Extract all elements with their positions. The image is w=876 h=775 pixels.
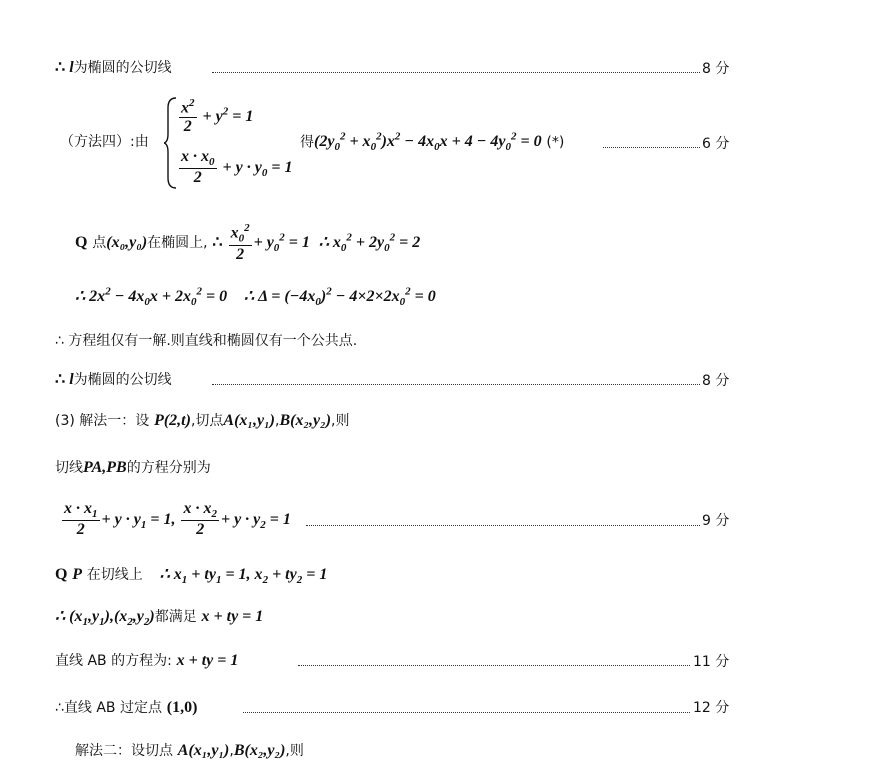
q-symbol: Q <box>75 233 88 251</box>
point-b: B(x₂,y₂) <box>233 742 286 759</box>
unique-solution-line <box>55 330 357 350</box>
text-fixed-point: ∴直线 AB 过定点 <box>55 700 162 716</box>
score-label: 6 分 <box>702 136 730 152</box>
text-tangent: 切线 <box>55 460 83 476</box>
lines-pa-pb: PA,PB <box>83 459 127 476</box>
method1-intro <box>55 410 349 430</box>
score-label: 12 分 <box>693 700 730 716</box>
system-eq1: $\frac{x^2}{2}$ + $y^2 = 1$ <box>181 97 254 136</box>
text-equations: 的方程分别为 <box>126 460 211 476</box>
method4-result: 得$(2y_0^2 + x_0^2)x^2 - 4x_0x + 4 - 4y_0^2 = 0$ (*) <box>300 131 565 154</box>
point-p: P <box>72 566 83 583</box>
line-text: 为椭圆的公切线 <box>73 60 172 76</box>
var-l: l <box>69 59 74 76</box>
ab-equation: x + ty = 1 <box>176 652 239 669</box>
dot-leader <box>212 384 700 385</box>
unique-solution-text: ∴ 方程组仅有一解.则直线和椭圆仅有一个公共点. <box>55 333 358 349</box>
discriminant-line: ∴ $2x^2 - 4x_0x + 2x_0^2 = 0$ ∴ $\Delta = (-4x_0)^2 - 4\times 2\times 2x_0^2 = 0$ <box>75 286 436 309</box>
method4-label <box>60 131 149 151</box>
tangent-equations: $\frac{x \cdot x_1}{2}$ + $y \cdot y_1 = 1$, $\frac{x \cdot x_2}{2}$ + $y \cdot y_2 = 1$ <box>64 500 291 539</box>
comma: , <box>229 743 234 759</box>
conclusion-line-1 <box>55 57 172 77</box>
p-on-tangent-line: Q P 在切线上 ∴ $x_1 + ty_1 = 1$, $x_2 + ty_2 = 1$ <box>55 566 328 587</box>
text-then: ,则 <box>285 743 304 759</box>
text-tangent-point: ,切点 <box>190 413 224 429</box>
score-label: 11 分 <box>693 654 730 670</box>
system-brace <box>164 96 178 190</box>
method2-intro <box>75 740 304 760</box>
text-on-ellipse: 在椭圆上, <box>147 234 208 251</box>
dot-leader <box>603 147 700 148</box>
therefore-symbol: ∴ <box>55 371 70 388</box>
score-label: 8 分 <box>702 373 730 389</box>
var-l: l <box>69 371 74 388</box>
point-a: A(x₁,y₁) <box>177 742 230 759</box>
point-1-0: (1,0) <box>166 699 198 716</box>
line-equation: x + ty = 1 <box>201 608 264 625</box>
line-text: 为椭圆的公切线 <box>73 372 172 388</box>
method2-text: 解法二：设切点 <box>75 743 173 759</box>
dot-leader <box>243 712 690 713</box>
result-prefix: 得 <box>300 134 314 151</box>
both-satisfy-line: ∴ $(x_1,y_1),(x_2,y_2)$都满足 x + ty = 1 <box>55 608 264 629</box>
text-line-ab: 直线 AB 的方程为: <box>55 653 172 669</box>
text-on-tangent: 在切线上 <box>86 567 143 583</box>
comma: , <box>274 413 280 429</box>
point-b: B(x₂,y₂) <box>279 412 332 429</box>
dot-leader <box>306 525 700 526</box>
method1-text: (3) 解法一：设 <box>55 413 150 429</box>
text-then: ,则 <box>331 413 350 429</box>
score-label: 9 分 <box>702 513 730 529</box>
score-label: 8 分 <box>702 61 730 77</box>
point-on-ellipse-line: Q 点(x₀,y₀)在椭圆上, ∴ $\frac{x_0^2}{2}$ + $y_0^2 = 1$ ∴ $x_0^2 + 2y_0^2 = 2$ <box>75 222 421 263</box>
system-eq2: $\frac{x \cdot x_0}{2}$ + $y \cdot y_0 = 1$ <box>181 148 293 187</box>
point-x0y0: (x₀,y₀) <box>106 233 148 251</box>
point-p: P(2,t) <box>154 412 191 429</box>
q-symbol: Q <box>55 566 68 583</box>
equation-tag: (*) <box>546 134 565 151</box>
point-a: A(x₁,y₁) <box>223 412 275 429</box>
dot-leader <box>212 72 700 73</box>
text-point: 点 <box>92 234 107 251</box>
fixed-point-line <box>55 697 197 717</box>
therefore-symbol: ∴ <box>55 59 70 76</box>
conclusion-line-2 <box>55 369 172 389</box>
line-ab-equation <box>55 650 238 670</box>
method4-label-text: （方法四）:由 <box>60 134 149 150</box>
tangent-equations-intro <box>55 457 211 477</box>
dot-leader <box>298 665 690 666</box>
text-satisfy: 都满足 <box>154 609 197 625</box>
